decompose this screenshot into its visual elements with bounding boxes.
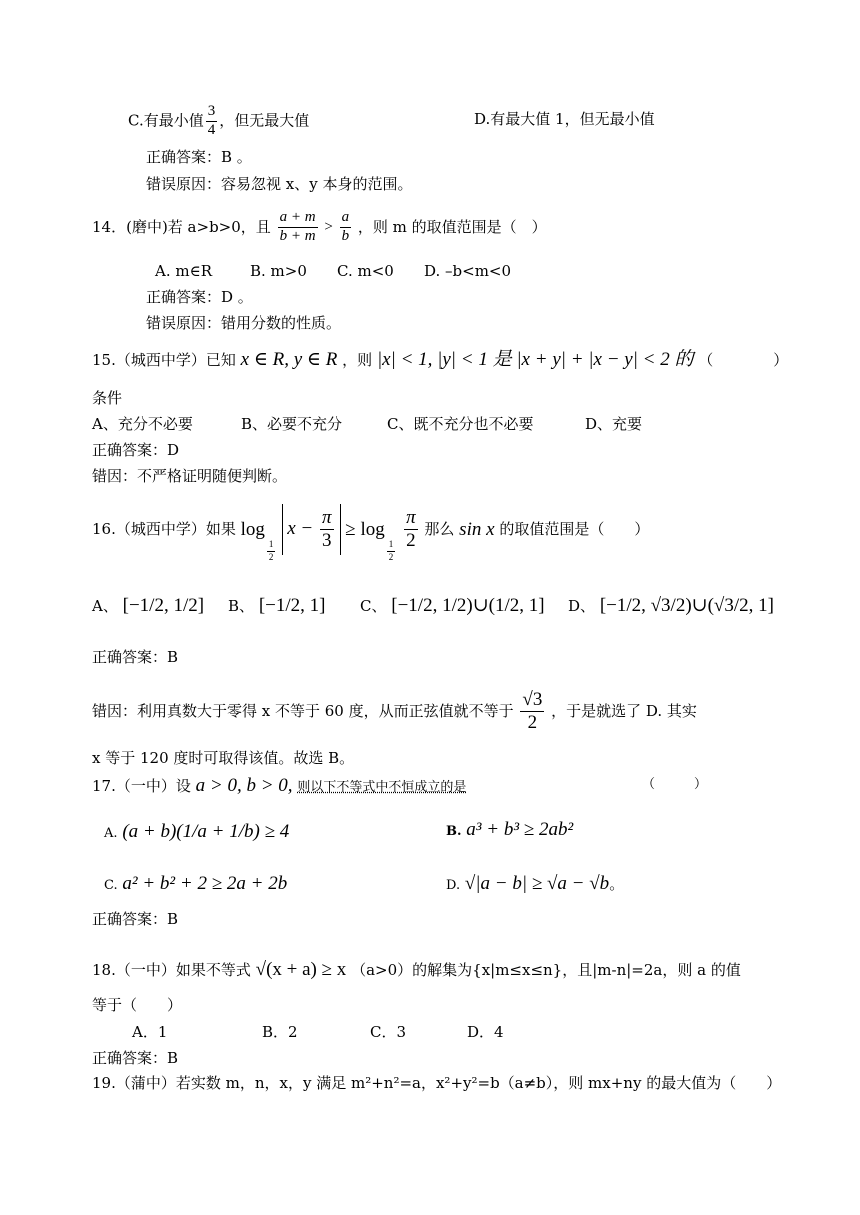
- q15-reason: 错因：不严格证明随便判断。: [92, 467, 288, 485]
- q17-option-a: A. (a + b)(1/a + 1/b) ≥ 4: [104, 821, 290, 842]
- q18-answer: 正确答案：B: [92, 1049, 179, 1067]
- q18-option-c: C．3: [370, 1023, 407, 1041]
- q16-reason: 错因：利用真数大于零得 x 不等于 60 度，从而正弦值就不等于 $\frac{√3}{2}$ ，于是就选了 D. 其实: [92, 689, 697, 733]
- q13-answer: 正确答案：B 。: [146, 148, 252, 166]
- q15-option-b: B、必要不充分: [241, 415, 343, 433]
- q14-option-b: B. m>0: [250, 262, 307, 280]
- q15-stem: 15.（城西中学）已知 x ∈ R, y ∈ R ，则 |x| < 1, |y| < 1 是 |x + y| + |x − y| < 2 的 （ ）: [92, 349, 789, 370]
- q16-option-d: D、 [−1/2, √3/2)∪(√3/2, 1]: [568, 595, 774, 616]
- q16-option-a-math: [−1/2, 1/2]: [122, 595, 205, 616]
- q18-option-d: D．4: [467, 1023, 504, 1041]
- q14-reason: 错误原因：错用分数的性质。: [146, 314, 342, 332]
- q15-option-a: A、充分不必要: [92, 415, 193, 433]
- q16-stem: 16.（城西中学）如果 log $\frac{1}{2}$ x − $\frac{\pi}{3}$ ≥ log $\frac{1}{2}$ $\frac{\pi}{2}$ 那么 sin x 的取值范围是（ ）: [92, 504, 649, 562]
- q13-reason: 错误原因：容易忽视 x、y 本身的范围。: [146, 175, 413, 193]
- q17-option-c: C. a² + b² + 2 ≥ 2a + 2b: [104, 873, 288, 894]
- q18-line2: 等于（ ）: [92, 996, 183, 1014]
- q17-answer: 正确答案：B: [92, 910, 179, 928]
- q13-option-c: C.有最小值 $\frac{3}{4}$ ，但无最大值: [128, 103, 310, 138]
- q16-option-c: C、 [−1/2, 1/2)∪(1/2, 1]: [360, 595, 545, 616]
- q17-stem: 17.（一中）设 a > 0, b > 0, 则以下不等式中不恒成立的是: [92, 775, 467, 796]
- q15-answer: 正确答案：D: [92, 441, 180, 459]
- q17-option-b: B. a³ + b³ ≥ 2ab²: [446, 819, 574, 840]
- q16-option-b: B、 [−1/2, 1]: [228, 595, 326, 616]
- q16-answer: 正确答案：B: [92, 648, 179, 666]
- q14-option-c: C. m<0: [337, 262, 394, 280]
- q16-option-c-math: [−1/2, 1/2)∪(1/2, 1]: [391, 595, 545, 616]
- q17-paren: （ ）: [642, 777, 708, 792]
- q14-answer: 正确答案：D 。: [146, 288, 253, 306]
- q18-option-b: B．2: [262, 1023, 298, 1041]
- q16-option-b-math: [−1/2, 1]: [258, 595, 326, 616]
- q15-line2: 条件: [92, 389, 123, 407]
- q15-option-c: C、既不充分也不必要: [387, 415, 534, 433]
- q14-option-d: D. –b<m<0: [424, 262, 512, 280]
- q15-option-d: D、充要: [585, 415, 643, 433]
- q18-option-a: A．1: [132, 1023, 168, 1041]
- q14-stem: 14．(磨中)若 a>b>0，且 $\frac{a + m}{b + m}$ > $\frac{a}{b}$ ，则 m 的取值范围是（ ）: [92, 209, 547, 244]
- q16-option-a: A、 [−1/2, 1/2]: [92, 595, 205, 616]
- q14-option-a: A. m∈R: [155, 262, 212, 280]
- q13-option-d: D.有最大值 1，但无最小值: [474, 110, 655, 128]
- q17-option-d: D. √|a − b| ≥ √a − √b。: [446, 873, 625, 894]
- q18-stem: 18.（一中）如果不等式 √(x + a) ≥ x （a>0）的解集为{x|m≤x≤n}，且|m-n|=2a，则 a 的值: [92, 959, 741, 980]
- q16-option-d-math: [−1/2, √3/2)∪(√3/2, 1]: [599, 595, 774, 616]
- q19-stem: 19.（蒲中）若实数 m，n，x，y 满足 m²+n²=a，x²+y²=b（a≠b），则 mx+ny 的最大值为（ ）: [92, 1074, 782, 1092]
- q16-reason-line2: x 等于 120 度时可取得该值。故选 B。: [92, 749, 355, 767]
